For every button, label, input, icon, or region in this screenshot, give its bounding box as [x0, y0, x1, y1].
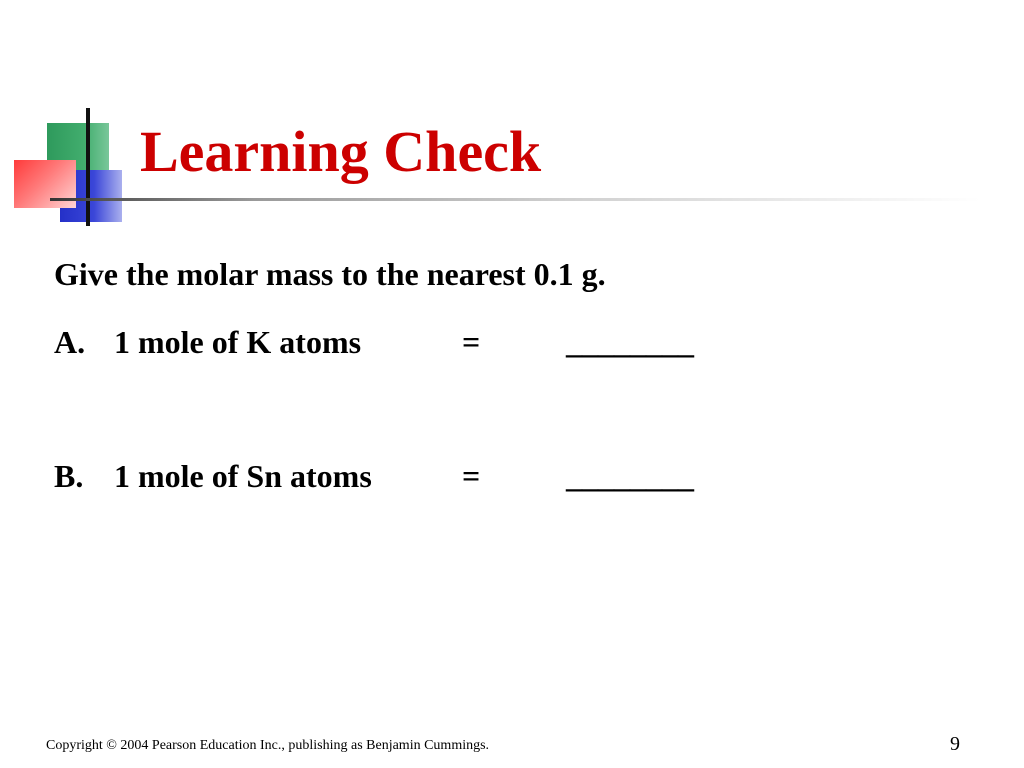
decorative-squares-graphic [0, 0, 160, 240]
copyright-footer: Copyright © 2004 Pearson Education Inc., publishing as Benjamin Cummings. [46, 738, 490, 753]
instruction-text: Give the molar mass to the nearest 0.1 g. [54, 256, 606, 292]
answer-blank: ________ [566, 458, 694, 494]
item-text: 1 mole of K atoms [114, 324, 362, 360]
answer-blank: ________ [566, 324, 694, 360]
item-label: B. [54, 458, 84, 494]
item-label: A. [54, 324, 86, 360]
slide-title: Learning Check [140, 119, 542, 184]
item-text: 1 mole of Sn atoms [114, 458, 372, 494]
equals-sign: = [462, 458, 481, 494]
vertical-line-decoration [86, 108, 90, 226]
page-number: 9 [950, 733, 960, 755]
title-underline-divider [50, 198, 980, 201]
equals-sign: = [462, 324, 481, 360]
